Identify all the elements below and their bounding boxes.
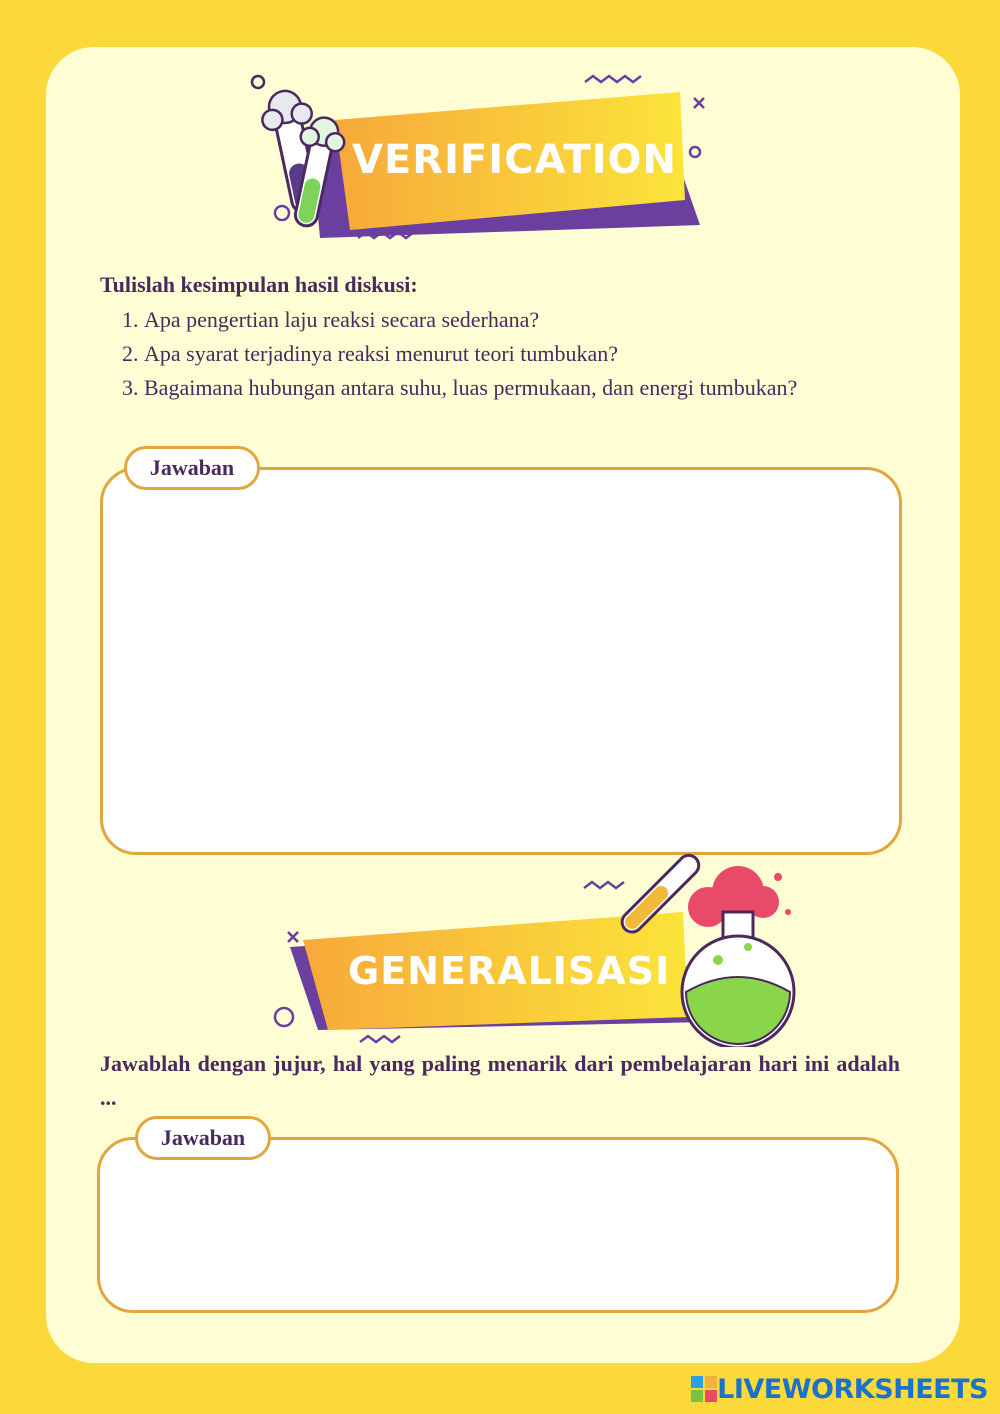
verification-instruction: Tulislah kesimpulan hasil diskusi: (100, 272, 418, 297)
generalisasi-banner (268, 852, 808, 1047)
generalisasi-title: GENERALISASI (348, 949, 671, 993)
liveworksheets-icon (691, 1376, 717, 1402)
logo-text: LIVEWORKSHEETS (717, 1373, 988, 1405)
verification-banner (230, 70, 720, 250)
generalisasi-answer-box[interactable] (97, 1137, 899, 1313)
list-item: 2. Apa syarat terjadinya reaksi menurut teori tumbukan? (122, 341, 619, 366)
verification-answer-label: Jawaban (124, 446, 260, 490)
generalisasi-answer-label: Jawaban (135, 1116, 271, 1160)
list-item: 1. Apa pengertian laju reaksi secara sederhana? (122, 307, 540, 332)
liveworksheets-logo (691, 1374, 988, 1404)
generalisasi-instruction: Jawablah dengan jujur, hal yang paling menarik dari pembelajaran hari ini adalah ... (100, 1051, 900, 1110)
verification-title: VERIFICATION (352, 137, 678, 183)
question-list (122, 303, 900, 405)
verification-answer-box[interactable] (100, 467, 902, 855)
list-item: 3. Bagaimana hubungan antara suhu, luas permukaan, dan energi tumbukan? (122, 375, 798, 400)
